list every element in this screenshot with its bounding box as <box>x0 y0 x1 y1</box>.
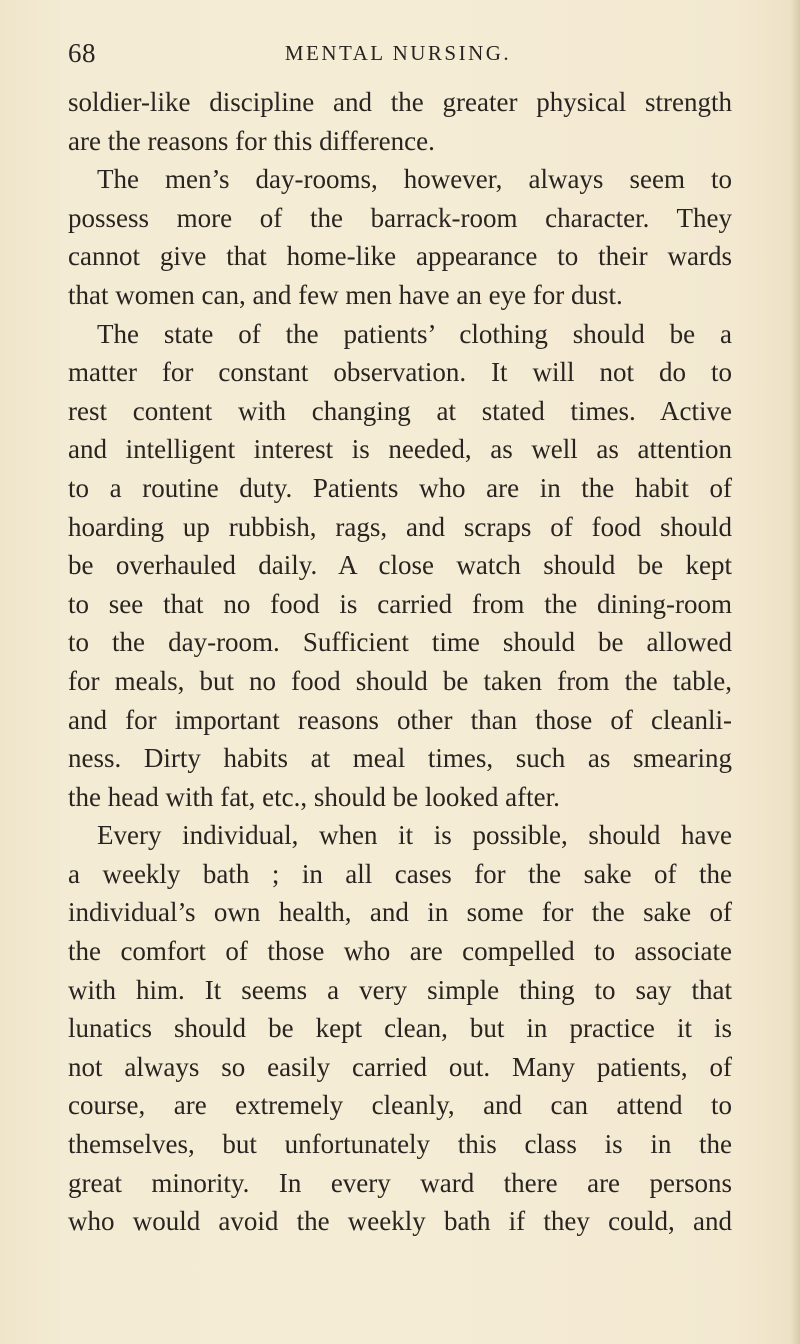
page-header <box>68 38 728 72</box>
text-line: themselves, but unfortunately this class is in the <box>68 1129 732 1160</box>
text-line: not always so easily carried out. Many patients, of <box>68 1051 732 1082</box>
text-line: rest content with changing at stated times. Active <box>68 395 732 426</box>
paragraph-continued <box>68 83 732 160</box>
text-line: course, are extremely cleanly, and can attend to <box>68 1090 732 1121</box>
text-line: Every individual, when it is possible, should have <box>97 820 732 851</box>
text-line: hoarding up rubbish, rags, and scraps of food should <box>68 511 732 542</box>
text-line: to the day-room. Sufficient time should be allowed <box>68 627 732 658</box>
text-line: to a routine duty. Patients who are in the habit of <box>68 472 732 503</box>
running-head: MENTAL NURSING. <box>284 41 512 65</box>
paragraph-clothing <box>68 315 732 817</box>
body-text <box>68 83 732 1241</box>
text-line: the head with fat, etc., should be looked after. <box>68 781 560 812</box>
text-line: lunatics should be kept clean, but in practice it is <box>68 1013 732 1044</box>
text-line: be overhauled daily. A close watch should be kept <box>68 550 732 581</box>
text-line: possess more of the barrack-room character. They <box>68 202 732 233</box>
text-line: to see that no food is carried from the dining-room <box>68 588 732 619</box>
text-line: cannot give that home-like appearance to their wards <box>68 241 732 272</box>
paragraph-bath <box>68 816 732 1241</box>
text-line: with him. It seems a very simple thing to say that <box>68 974 732 1005</box>
text-line: a weekly bath ; in all cases for the sake of the <box>68 858 732 889</box>
text-line: matter for constant observation. It will not do to <box>68 357 732 388</box>
text-line: are the reasons for this difference. <box>68 125 435 156</box>
text-line: The state of the patients’ clothing should be a <box>97 318 732 349</box>
text-line: that women can, and few men have an eye for dust. <box>68 279 623 310</box>
text-line: and intelligent interest is needed, as well as attention <box>68 434 732 465</box>
text-line: individual’s own health, and in some for the sake of <box>68 897 732 928</box>
text-line: ness. Dirty habits at meal times, such as smearing <box>68 743 732 774</box>
page-number: 68 <box>68 38 96 68</box>
paragraph-day-rooms <box>68 160 732 314</box>
text-line: the comfort of those who are compelled to associate <box>68 936 732 967</box>
text-line: for meals, but no food should be taken from the table, <box>68 665 732 696</box>
text-line: The men’s day-rooms, however, always seem to <box>97 164 732 195</box>
text-line: soldier-like discipline and the greater physical strength <box>68 87 732 117</box>
page-edge-shadow <box>790 0 800 1344</box>
text-line: great minority. In every ward there are persons <box>68 1167 732 1198</box>
text-line: and for important reasons other than those of cleanli- <box>68 704 732 735</box>
text-line: who would avoid the weekly bath if they could, and <box>68 1206 732 1237</box>
